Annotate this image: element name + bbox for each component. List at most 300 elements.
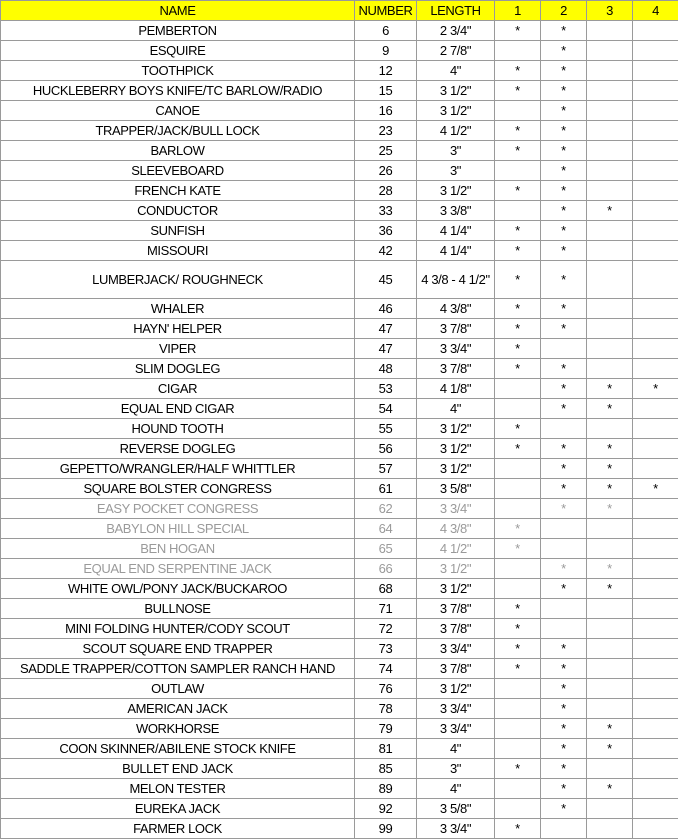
cell-col-1 <box>495 739 541 759</box>
cell-col-2 <box>541 339 587 359</box>
cell-name: COON SKINNER/ABILENE STOCK KNIFE <box>1 739 355 759</box>
cell-number: 68 <box>355 579 417 599</box>
cell-number: 71 <box>355 599 417 619</box>
cell-number: 6 <box>355 21 417 41</box>
cell-name: BEN HOGAN <box>1 539 355 559</box>
cell-number: 89 <box>355 779 417 799</box>
cell-col-4: * <box>633 379 678 399</box>
cell-col-4 <box>633 679 678 699</box>
cell-col-3: * <box>587 779 633 799</box>
cell-col-3 <box>587 519 633 539</box>
cell-length: 3 7/8" <box>417 599 495 619</box>
cell-col-4 <box>633 61 678 81</box>
cell-col-2: * <box>541 201 587 221</box>
cell-col-4 <box>633 539 678 559</box>
header-number: NUMBER <box>355 1 417 21</box>
cell-length: 4" <box>417 779 495 799</box>
cell-col-4 <box>633 759 678 779</box>
cell-name: CONDUCTOR <box>1 201 355 221</box>
cell-col-1: * <box>495 419 541 439</box>
cell-number: 33 <box>355 201 417 221</box>
cell-name: WHALER <box>1 299 355 319</box>
cell-col-3 <box>587 101 633 121</box>
cell-col-2: * <box>541 121 587 141</box>
cell-number: 64 <box>355 519 417 539</box>
cell-col-3 <box>587 619 633 639</box>
cell-col-2: * <box>541 359 587 379</box>
cell-col-3 <box>587 81 633 101</box>
cell-number: 54 <box>355 399 417 419</box>
cell-number: 45 <box>355 261 417 299</box>
cell-col-1: * <box>495 639 541 659</box>
cell-col-1: * <box>495 599 541 619</box>
cell-col-3: * <box>587 499 633 519</box>
cell-name: BULLNOSE <box>1 599 355 619</box>
cell-col-3 <box>587 41 633 61</box>
cell-number: 47 <box>355 319 417 339</box>
cell-col-4 <box>633 101 678 121</box>
table-row <box>1 579 678 599</box>
cell-number: 12 <box>355 61 417 81</box>
cell-col-1 <box>495 679 541 699</box>
cell-col-1: * <box>495 819 541 839</box>
cell-length: 3 3/4" <box>417 339 495 359</box>
cell-length: 3 1/2" <box>417 181 495 201</box>
cell-col-1: * <box>495 339 541 359</box>
cell-col-3 <box>587 659 633 679</box>
cell-col-2: * <box>541 101 587 121</box>
cell-number: 76 <box>355 679 417 699</box>
cell-name: REVERSE DOGLEG <box>1 439 355 459</box>
cell-col-2 <box>541 419 587 439</box>
cell-col-4 <box>633 779 678 799</box>
cell-col-1: * <box>495 619 541 639</box>
table-row <box>1 299 678 319</box>
cell-number: 85 <box>355 759 417 779</box>
cell-col-4 <box>633 399 678 419</box>
cell-col-2: * <box>541 241 587 261</box>
cell-length: 3 1/2" <box>417 579 495 599</box>
cell-col-3 <box>587 539 633 559</box>
table-row <box>1 479 678 499</box>
cell-col-2 <box>541 619 587 639</box>
table-row <box>1 201 678 221</box>
cell-col-3: * <box>587 201 633 221</box>
cell-name: MELON TESTER <box>1 779 355 799</box>
header-col-3: 3 <box>587 1 633 21</box>
cell-col-3: * <box>587 739 633 759</box>
cell-length: 3 3/4" <box>417 699 495 719</box>
cell-col-2: * <box>541 579 587 599</box>
cell-length: 3 1/2" <box>417 459 495 479</box>
cell-number: 48 <box>355 359 417 379</box>
table-row <box>1 499 678 519</box>
table-row <box>1 101 678 121</box>
cell-col-4 <box>633 181 678 201</box>
cell-name: HUCKLEBERRY BOYS KNIFE/TC BARLOW/RADIO <box>1 81 355 101</box>
cell-col-1 <box>495 399 541 419</box>
cell-length: 3" <box>417 141 495 161</box>
cell-col-1: * <box>495 61 541 81</box>
table-row <box>1 181 678 201</box>
cell-number: 56 <box>355 439 417 459</box>
cell-name: LUMBERJACK/ ROUGHNECK <box>1 261 355 299</box>
cell-col-1: * <box>495 21 541 41</box>
cell-col-3 <box>587 599 633 619</box>
cell-number: 62 <box>355 499 417 519</box>
cell-number: 74 <box>355 659 417 679</box>
cell-col-3 <box>587 261 633 299</box>
cell-col-3: * <box>587 559 633 579</box>
cell-length: 2 3/4" <box>417 21 495 41</box>
cell-col-1 <box>495 779 541 799</box>
header-name: NAME <box>1 1 355 21</box>
cell-length: 3 7/8" <box>417 619 495 639</box>
cell-col-2: * <box>541 21 587 41</box>
table-row <box>1 539 678 559</box>
cell-col-1: * <box>495 759 541 779</box>
cell-col-1: * <box>495 181 541 201</box>
cell-name: SADDLE TRAPPER/COTTON SAMPLER RANCH HAND <box>1 659 355 679</box>
cell-length: 2 7/8" <box>417 41 495 61</box>
cell-col-2 <box>541 519 587 539</box>
cell-name: ESQUIRE <box>1 41 355 61</box>
table-row <box>1 439 678 459</box>
cell-col-2: * <box>541 479 587 499</box>
table-row <box>1 599 678 619</box>
header-row <box>1 1 678 21</box>
cell-col-2: * <box>541 779 587 799</box>
cell-col-2: * <box>541 559 587 579</box>
cell-col-3 <box>587 759 633 779</box>
cell-col-2: * <box>541 41 587 61</box>
cell-length: 4 1/8" <box>417 379 495 399</box>
cell-name: EASY POCKET CONGRESS <box>1 499 355 519</box>
cell-col-1: * <box>495 519 541 539</box>
cell-col-2: * <box>541 161 587 181</box>
cell-col-1 <box>495 799 541 819</box>
cell-name: SQUARE BOLSTER CONGRESS <box>1 479 355 499</box>
table-row <box>1 459 678 479</box>
cell-col-3 <box>587 241 633 261</box>
cell-name: TOOTHPICK <box>1 61 355 81</box>
cell-col-4 <box>633 519 678 539</box>
cell-name: MINI FOLDING HUNTER/CODY SCOUT <box>1 619 355 639</box>
cell-col-4: * <box>633 479 678 499</box>
table-row <box>1 41 678 61</box>
cell-col-3: * <box>587 579 633 599</box>
cell-col-4 <box>633 359 678 379</box>
cell-col-2: * <box>541 319 587 339</box>
cell-col-3 <box>587 319 633 339</box>
cell-length: 3 3/4" <box>417 639 495 659</box>
cell-number: 73 <box>355 639 417 659</box>
cell-col-2: * <box>541 699 587 719</box>
cell-length: 4" <box>417 399 495 419</box>
cell-col-3: * <box>587 379 633 399</box>
cell-col-2: * <box>541 81 587 101</box>
cell-col-1: * <box>495 121 541 141</box>
cell-length: 4 1/2" <box>417 121 495 141</box>
cell-col-2: * <box>541 439 587 459</box>
cell-col-3 <box>587 699 633 719</box>
cell-col-4 <box>633 141 678 161</box>
cell-col-4 <box>633 499 678 519</box>
cell-col-2 <box>541 539 587 559</box>
cell-number: 47 <box>355 339 417 359</box>
cell-col-3 <box>587 161 633 181</box>
cell-length: 3 7/8" <box>417 659 495 679</box>
cell-col-4 <box>633 419 678 439</box>
cell-col-3 <box>587 61 633 81</box>
cell-number: 81 <box>355 739 417 759</box>
cell-col-1: * <box>495 659 541 679</box>
table-row <box>1 719 678 739</box>
cell-number: 65 <box>355 539 417 559</box>
cell-col-4 <box>633 799 678 819</box>
cell-col-4 <box>633 121 678 141</box>
cell-number: 9 <box>355 41 417 61</box>
cell-col-4 <box>633 719 678 739</box>
cell-number: 72 <box>355 619 417 639</box>
table-row <box>1 699 678 719</box>
table-row <box>1 759 678 779</box>
cell-col-1 <box>495 101 541 121</box>
cell-number: 92 <box>355 799 417 819</box>
table-row <box>1 399 678 419</box>
cell-length: 4" <box>417 739 495 759</box>
cell-col-2: * <box>541 739 587 759</box>
cell-name: HOUND TOOTH <box>1 419 355 439</box>
cell-length: 3 5/8" <box>417 479 495 499</box>
cell-col-4 <box>633 81 678 101</box>
header-col-1: 1 <box>495 1 541 21</box>
cell-length: 3 3/4" <box>417 819 495 839</box>
table-row <box>1 359 678 379</box>
cell-col-4 <box>633 339 678 359</box>
cell-col-2: * <box>541 719 587 739</box>
table-row <box>1 559 678 579</box>
cell-name: FARMER LOCK <box>1 819 355 839</box>
cell-col-3 <box>587 419 633 439</box>
cell-col-4 <box>633 599 678 619</box>
table-row <box>1 261 678 299</box>
cell-length: 3 7/8" <box>417 319 495 339</box>
cell-col-2: * <box>541 181 587 201</box>
cell-col-2: * <box>541 221 587 241</box>
cell-col-3 <box>587 121 633 141</box>
cell-col-2: * <box>541 299 587 319</box>
cell-col-1 <box>495 41 541 61</box>
table-row <box>1 161 678 181</box>
cell-col-3 <box>587 339 633 359</box>
cell-name: GEPETTO/WRANGLER/HALF WHITTLER <box>1 459 355 479</box>
cell-col-3 <box>587 21 633 41</box>
table-row <box>1 519 678 539</box>
cell-number: 55 <box>355 419 417 439</box>
table-row <box>1 419 678 439</box>
cell-name: SCOUT SQUARE END TRAPPER <box>1 639 355 659</box>
cell-col-3: * <box>587 439 633 459</box>
cell-number: 25 <box>355 141 417 161</box>
cell-number: 46 <box>355 299 417 319</box>
cell-col-4 <box>633 739 678 759</box>
cell-col-3 <box>587 141 633 161</box>
cell-col-1 <box>495 499 541 519</box>
cell-number: 23 <box>355 121 417 141</box>
cell-length: 3 1/2" <box>417 679 495 699</box>
cell-name: WORKHORSE <box>1 719 355 739</box>
cell-number: 42 <box>355 241 417 261</box>
cell-col-4 <box>633 559 678 579</box>
cell-col-4 <box>633 439 678 459</box>
cell-name: EUREKA JACK <box>1 799 355 819</box>
cell-col-2: * <box>541 261 587 299</box>
cell-length: 3 1/2" <box>417 559 495 579</box>
cell-col-1: * <box>495 261 541 299</box>
table-row <box>1 779 678 799</box>
header-col-2: 2 <box>541 1 587 21</box>
cell-number: 36 <box>355 221 417 241</box>
table-row <box>1 81 678 101</box>
cell-col-1: * <box>495 81 541 101</box>
cell-col-4 <box>633 21 678 41</box>
cell-col-2: * <box>541 459 587 479</box>
cell-name: OUTLAW <box>1 679 355 699</box>
cell-length: 3" <box>417 759 495 779</box>
cell-col-4 <box>633 161 678 181</box>
cell-col-2: * <box>541 141 587 161</box>
cell-name: SLIM DOGLEG <box>1 359 355 379</box>
table-row <box>1 141 678 161</box>
cell-col-3 <box>587 181 633 201</box>
cell-length: 4 1/4" <box>417 241 495 261</box>
cell-length: 3 1/2" <box>417 101 495 121</box>
cell-name: PEMBERTON <box>1 21 355 41</box>
header-col-4: 4 <box>633 1 678 21</box>
cell-col-1 <box>495 479 541 499</box>
cell-number: 79 <box>355 719 417 739</box>
cell-col-1: * <box>495 539 541 559</box>
cell-number: 28 <box>355 181 417 201</box>
cell-col-3 <box>587 359 633 379</box>
cell-length: 3 1/2" <box>417 419 495 439</box>
cell-length: 4 1/4" <box>417 221 495 241</box>
cell-length: 3 3/4" <box>417 499 495 519</box>
cell-col-2: * <box>541 499 587 519</box>
cell-col-3 <box>587 679 633 699</box>
cell-col-3 <box>587 299 633 319</box>
cell-length: 3" <box>417 161 495 181</box>
table-row <box>1 799 678 819</box>
table-row <box>1 61 678 81</box>
cell-name: HAYN' HELPER <box>1 319 355 339</box>
cell-col-4 <box>633 659 678 679</box>
cell-length: 4 1/2" <box>417 539 495 559</box>
cell-name: EQUAL END SERPENTINE JACK <box>1 559 355 579</box>
cell-length: 3 1/2" <box>417 81 495 101</box>
cell-name: VIPER <box>1 339 355 359</box>
cell-col-1 <box>495 201 541 221</box>
cell-col-1 <box>495 699 541 719</box>
cell-col-2 <box>541 599 587 619</box>
cell-name: BARLOW <box>1 141 355 161</box>
cell-col-2: * <box>541 659 587 679</box>
cell-number: 26 <box>355 161 417 181</box>
cell-col-1 <box>495 379 541 399</box>
cell-col-1 <box>495 161 541 181</box>
table-row <box>1 679 678 699</box>
cell-length: 3 1/2" <box>417 439 495 459</box>
cell-col-4 <box>633 221 678 241</box>
table-row <box>1 739 678 759</box>
header-length: LENGTH <box>417 1 495 21</box>
table-row <box>1 619 678 639</box>
cell-name: AMERICAN JACK <box>1 699 355 719</box>
cell-col-3 <box>587 799 633 819</box>
cell-col-3: * <box>587 399 633 419</box>
cell-col-4 <box>633 699 678 719</box>
cell-length: 4" <box>417 61 495 81</box>
cell-col-3: * <box>587 479 633 499</box>
cell-length: 4 3/8" <box>417 299 495 319</box>
cell-name: TRAPPER/JACK/BULL LOCK <box>1 121 355 141</box>
cell-name: BULLET END JACK <box>1 759 355 779</box>
cell-col-4 <box>633 299 678 319</box>
cell-col-4 <box>633 319 678 339</box>
cell-name: CANOE <box>1 101 355 121</box>
cell-number: 99 <box>355 819 417 839</box>
cell-col-4 <box>633 241 678 261</box>
table-row <box>1 241 678 261</box>
cell-col-2: * <box>541 379 587 399</box>
cell-col-4 <box>633 619 678 639</box>
cell-col-3: * <box>587 719 633 739</box>
cell-col-4 <box>633 639 678 659</box>
cell-col-2: * <box>541 679 587 699</box>
cell-col-1: * <box>495 221 541 241</box>
table-row <box>1 21 678 41</box>
cell-col-3 <box>587 221 633 241</box>
cell-name: FRENCH KATE <box>1 181 355 201</box>
cell-col-4 <box>633 201 678 221</box>
cell-col-1 <box>495 719 541 739</box>
cell-col-1: * <box>495 299 541 319</box>
cell-col-1 <box>495 559 541 579</box>
cell-col-2: * <box>541 799 587 819</box>
table-row <box>1 121 678 141</box>
table-row <box>1 319 678 339</box>
cell-number: 78 <box>355 699 417 719</box>
table-row <box>1 221 678 241</box>
cell-length: 4 3/8 - 4 1/2" <box>417 261 495 299</box>
cell-col-1: * <box>495 319 541 339</box>
cell-length: 3 3/8" <box>417 201 495 221</box>
cell-name: EQUAL END CIGAR <box>1 399 355 419</box>
cell-col-1: * <box>495 141 541 161</box>
cell-col-3: * <box>587 459 633 479</box>
cell-col-4 <box>633 41 678 61</box>
cell-number: 61 <box>355 479 417 499</box>
cell-col-1 <box>495 579 541 599</box>
cell-col-2: * <box>541 399 587 419</box>
cell-number: 66 <box>355 559 417 579</box>
table-row <box>1 639 678 659</box>
cell-col-4 <box>633 579 678 599</box>
cell-name: SLEEVEBOARD <box>1 161 355 181</box>
cell-col-1 <box>495 459 541 479</box>
cell-col-2: * <box>541 639 587 659</box>
